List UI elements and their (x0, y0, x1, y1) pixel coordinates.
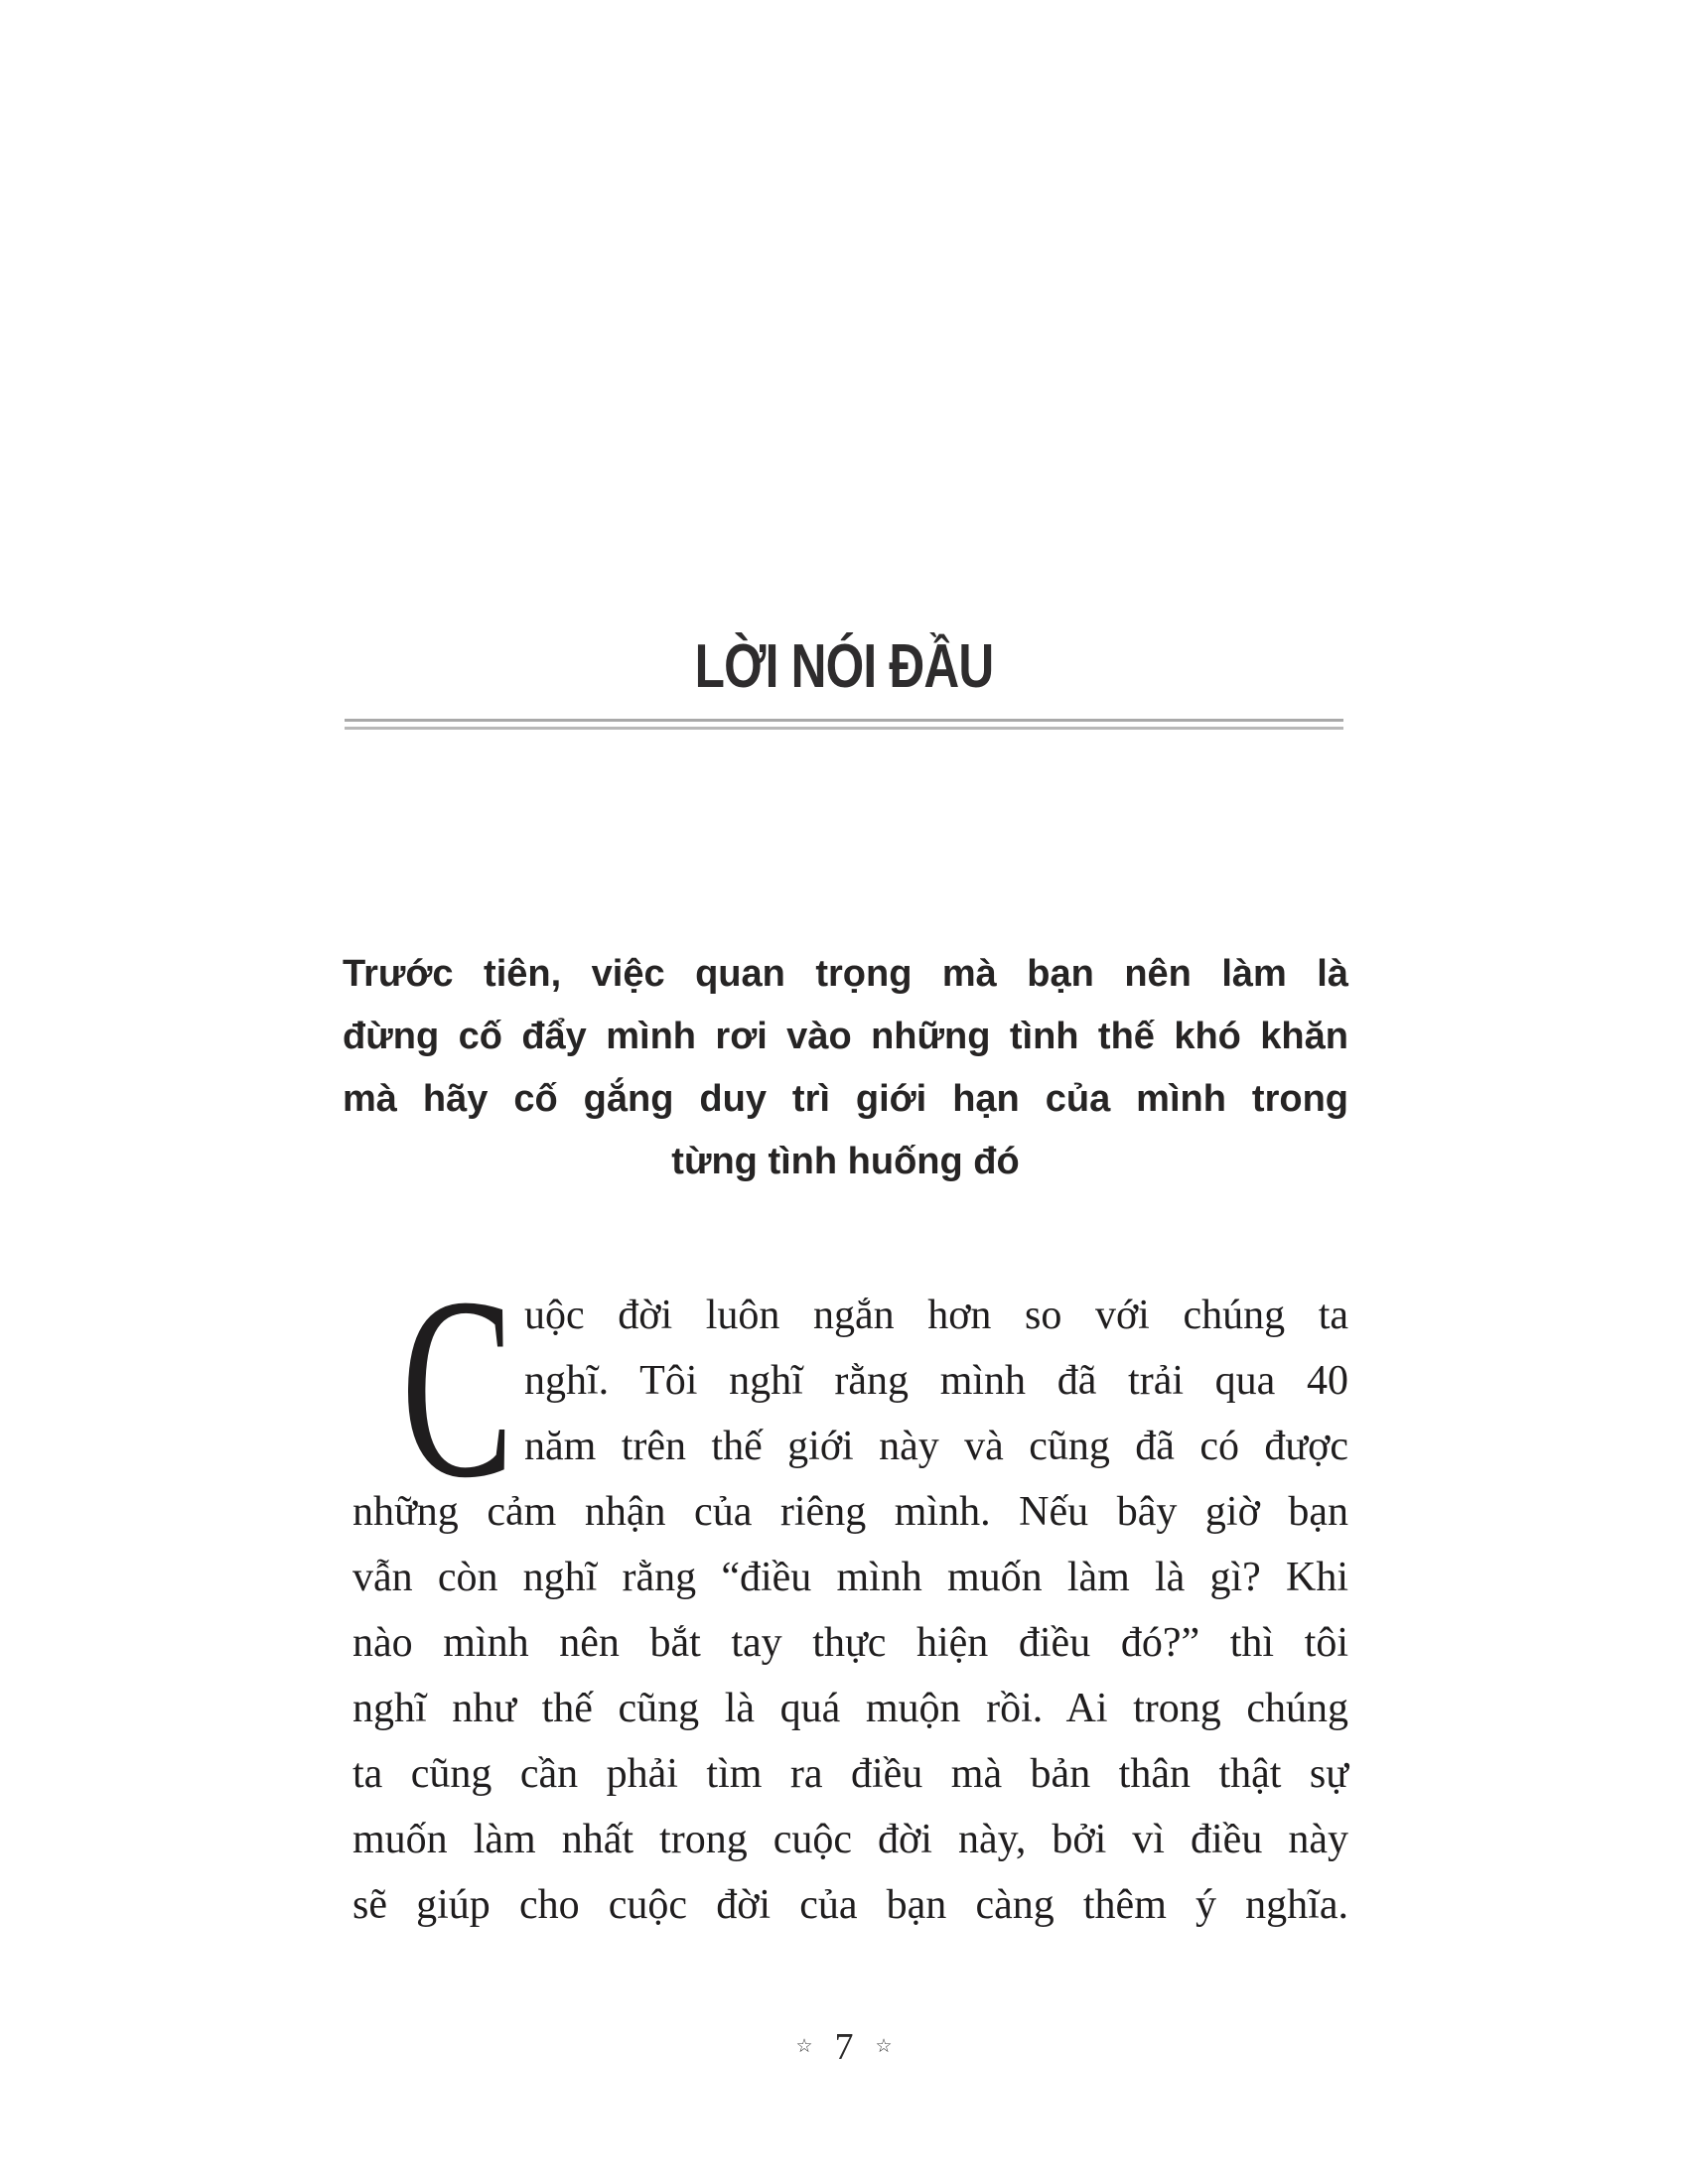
body-line: muốn làm nhất trong cuộc đời này, bởi vì điều này (352, 1817, 1348, 1862)
body-line: nào mình nên bắt tay thực hiện điều đó?” thì tôi (352, 1620, 1348, 1666)
drop-cap-letter: C (401, 1243, 514, 1532)
body-line: nghĩ như thế cũng là quá muộn rồi. Ai trong chúng (352, 1686, 1348, 1731)
body-line: nghĩ. Tôi nghĩ rằng mình đã trải qua 40 (524, 1358, 1348, 1404)
intro-line: mà hãy cố gắng duy trì giới hạn của mình trong (343, 1078, 1348, 1120)
chapter-title-wrap (0, 632, 1688, 701)
body-line: sẽ giúp cho cuộc đời của bạn càng thêm ý nghĩa. (352, 1882, 1348, 1928)
star-ornament-left: ☆ (795, 2035, 813, 2057)
intro-line: Trước tiên, việc quan trọng mà bạn nên làm là (343, 953, 1348, 995)
intro-paragraph (343, 943, 1348, 1193)
body-line: vẫn còn nghĩ rằng “điều mình muốn làm là gì? Khi (352, 1555, 1348, 1600)
star-ornament-right: ☆ (875, 2035, 893, 2057)
title-divider (345, 719, 1343, 730)
body-line: năm trên thế giới này và cũng đã có được (524, 1424, 1348, 1469)
intro-line: từng tình huống đó (671, 1141, 1020, 1182)
page-title: LỜI NÓI ĐẦU (694, 632, 994, 701)
intro-line: đừng cố đẩy mình rơi vào những tình thế khó khăn (343, 1016, 1348, 1057)
page-number: 7 (834, 2026, 854, 2068)
body-line: uộc đời luôn ngắn hơn so với chúng ta (524, 1293, 1348, 1338)
page-footer (0, 2025, 1688, 2069)
drop-cap (401, 1243, 515, 1532)
body-paragraph (352, 1243, 1348, 1938)
body-line: những cảm nhận của riêng mình. Nếu bây giờ bạn (352, 1489, 1348, 1535)
body-line: ta cũng cần phải tìm ra điều mà bản thân thật sự (352, 1751, 1348, 1797)
